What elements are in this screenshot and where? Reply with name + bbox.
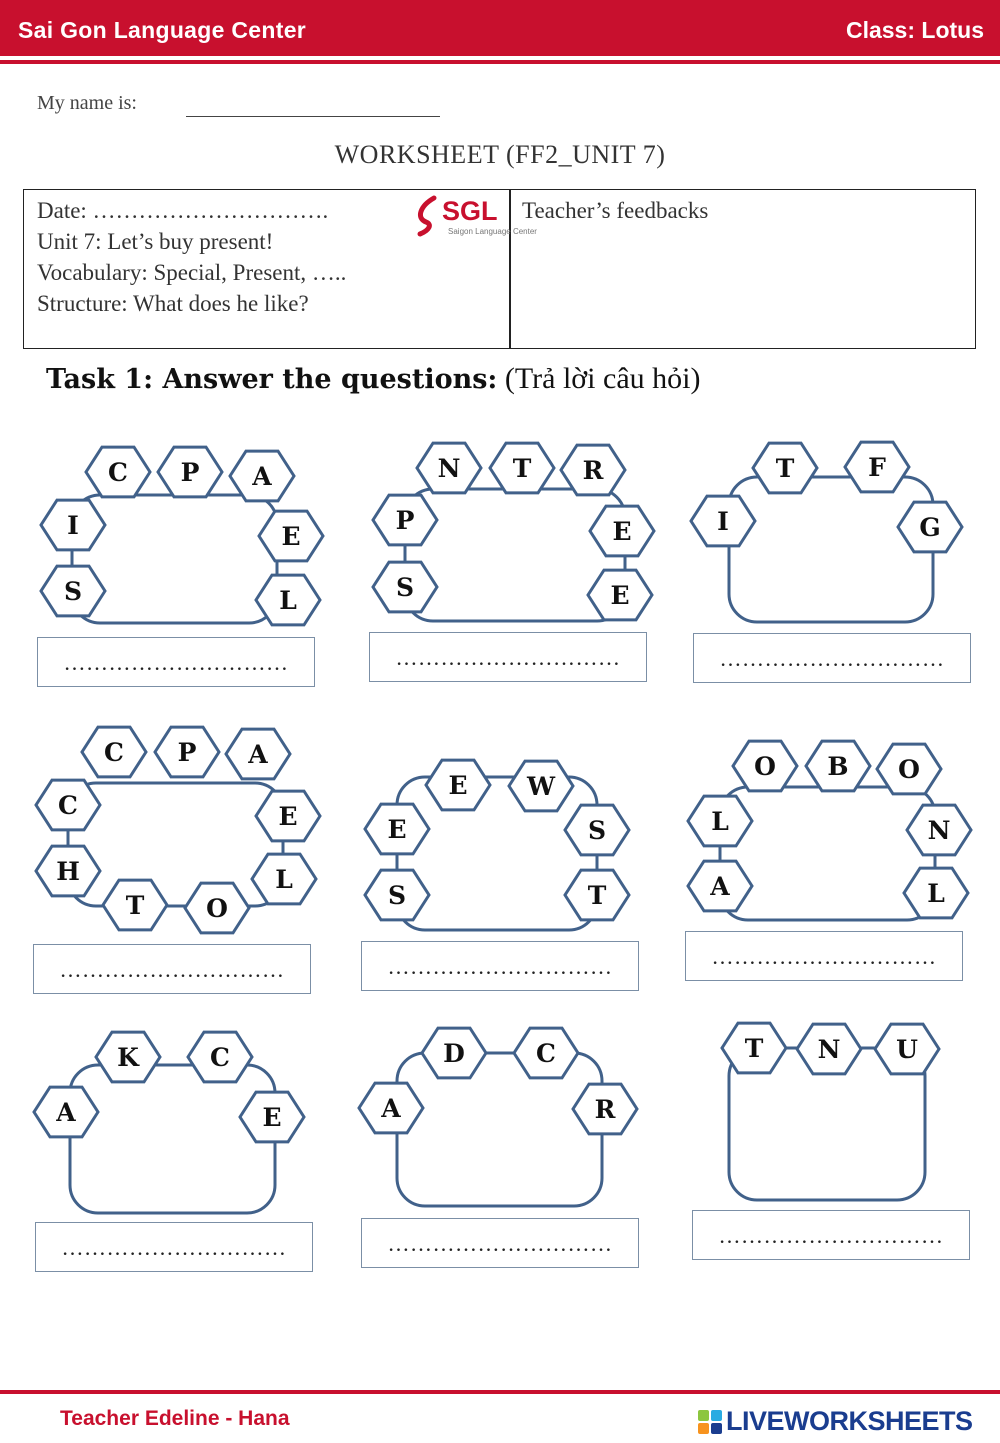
hexagon-letter: T: [125, 891, 145, 920]
footer-teacher: Teacher Edeline - Hana: [60, 1407, 290, 1430]
hexagon-letter: S: [63, 577, 83, 606]
puzzle-frame: [72, 495, 277, 623]
puzzle-2: [373, 443, 654, 621]
hexagon-letter: R: [594, 1095, 616, 1124]
hexagon-letter: A: [252, 462, 272, 491]
liveworksheets-icon: [698, 1410, 722, 1434]
liveworksheets-brand: [698, 1406, 973, 1437]
hexagon-letter: E: [278, 802, 298, 831]
answer-box-6[interactable]: …………………………: [685, 931, 963, 981]
answer-box-8[interactable]: …………………………: [361, 1218, 639, 1268]
class-label: Class: Lotus: [845, 17, 984, 43]
hexagon-letter: D: [443, 1039, 465, 1068]
answer-box-4[interactable]: …………………………: [33, 944, 311, 994]
answer-box-3[interactable]: …………………………: [693, 633, 971, 683]
answer-box-7[interactable]: …………………………: [35, 1222, 313, 1272]
hexagon-letter: C: [104, 738, 124, 767]
unit-line: Unit 7: Let’s buy present!: [37, 229, 274, 254]
puzzle-5: [365, 760, 629, 930]
hexagon-letter: W: [526, 772, 556, 801]
hexagon-letter: S: [395, 573, 415, 602]
hexagon-letter: S: [587, 816, 607, 845]
hexagon-letter: C: [536, 1039, 556, 1068]
hexagon-letter: N: [927, 816, 951, 845]
hexagon-letter: E: [281, 522, 301, 551]
hexagon-letter: T: [775, 454, 795, 483]
hexagon-letter: A: [56, 1098, 76, 1127]
hexagon-letter: P: [180, 458, 200, 487]
hexagon-letter: R: [582, 456, 604, 485]
hexagon-letter: O: [754, 752, 776, 781]
sgl-logo-text: SGL: [442, 196, 498, 226]
hexagon-letter: C: [210, 1043, 230, 1072]
hexagon-letter: L: [275, 865, 293, 894]
puzzle-6: [688, 741, 971, 920]
teacher-feedback-label: Teacher’s feedbacks: [522, 198, 709, 223]
hexagon-letter: E: [262, 1103, 282, 1132]
puzzle-4: [36, 727, 320, 933]
name-label: My name is:: [37, 92, 137, 114]
puzzle-frame: [729, 477, 933, 622]
hexagon-letter: C: [108, 458, 128, 487]
hexagon-letter: A: [710, 872, 730, 901]
hexagon-letter: A: [381, 1094, 401, 1123]
puzzle-frame: [720, 787, 935, 920]
puzzle-7: [34, 1032, 304, 1213]
hexagon-letter: I: [67, 511, 79, 540]
hexagon-letter: T: [512, 454, 532, 483]
puzzle-frame: [68, 783, 283, 906]
hexagon-letter: F: [868, 453, 886, 482]
hexagon-letter: E: [387, 815, 407, 844]
hexagon-letter: I: [717, 507, 729, 536]
puzzle-3: [691, 442, 962, 622]
hexagon-letter: E: [612, 517, 632, 546]
hexagon-letter: L: [279, 586, 297, 615]
hexagon-letter: O: [898, 755, 920, 784]
hexagon-letter: L: [927, 879, 945, 908]
puzzle-8: [359, 1028, 637, 1206]
vocabulary-line: Vocabulary: Special, Present, …..: [37, 260, 347, 285]
sgl-logo-subtext: Saigon Language Center: [448, 227, 537, 236]
hexagon-letter: C: [58, 791, 78, 820]
puzzle-frame: [397, 777, 597, 930]
answer-box-1[interactable]: …………………………: [37, 637, 315, 687]
hexagon-letter: L: [711, 807, 729, 836]
answer-box-9[interactable]: …………………………: [692, 1210, 970, 1260]
footer-divider: [0, 1390, 1000, 1394]
hexagon-letter: S: [387, 881, 407, 910]
hexagon-letter: N: [817, 1035, 841, 1064]
hexagon-letter: O: [206, 894, 228, 923]
answer-box-2[interactable]: …………………………: [369, 632, 647, 682]
structure-line: Structure: What does he like?: [37, 291, 309, 316]
puzzle-frame: [70, 1065, 275, 1213]
hexagon-letter: U: [896, 1035, 918, 1064]
puzzle-1: [41, 447, 323, 625]
date-line: Date: ………………………….: [37, 198, 329, 223]
liveworksheets-text: LIVEWORKSHEETS: [726, 1406, 973, 1436]
hexagon-letter: K: [117, 1043, 139, 1072]
hexagon-letter: N: [437, 454, 461, 483]
hexagon-letter: P: [395, 506, 415, 535]
hexagon-letter: T: [744, 1034, 764, 1063]
puzzle-9: [722, 1023, 939, 1200]
hexagon-letter: A: [248, 740, 268, 769]
hexagon-letter: G: [919, 513, 941, 542]
hexagon-letter: B: [827, 752, 849, 781]
hexagon-letter: H: [56, 857, 80, 886]
hexagon-letter: P: [177, 738, 197, 767]
hexagon-letter: E: [610, 581, 630, 610]
center-name: Sai Gon Language Center: [18, 17, 307, 43]
task1-title-translation: (Trả lời câu hỏi): [497, 362, 701, 395]
worksheet-title: WORKSHEET (FF2_UNIT 7): [334, 140, 666, 169]
puzzle-frame: [397, 1053, 602, 1206]
hexagon-letter: E: [448, 771, 468, 800]
answer-box-5[interactable]: …………………………: [361, 941, 639, 991]
hexagon-letter: T: [587, 881, 607, 910]
task1-title-bold: Task 1: Answer the questions:: [46, 364, 498, 395]
